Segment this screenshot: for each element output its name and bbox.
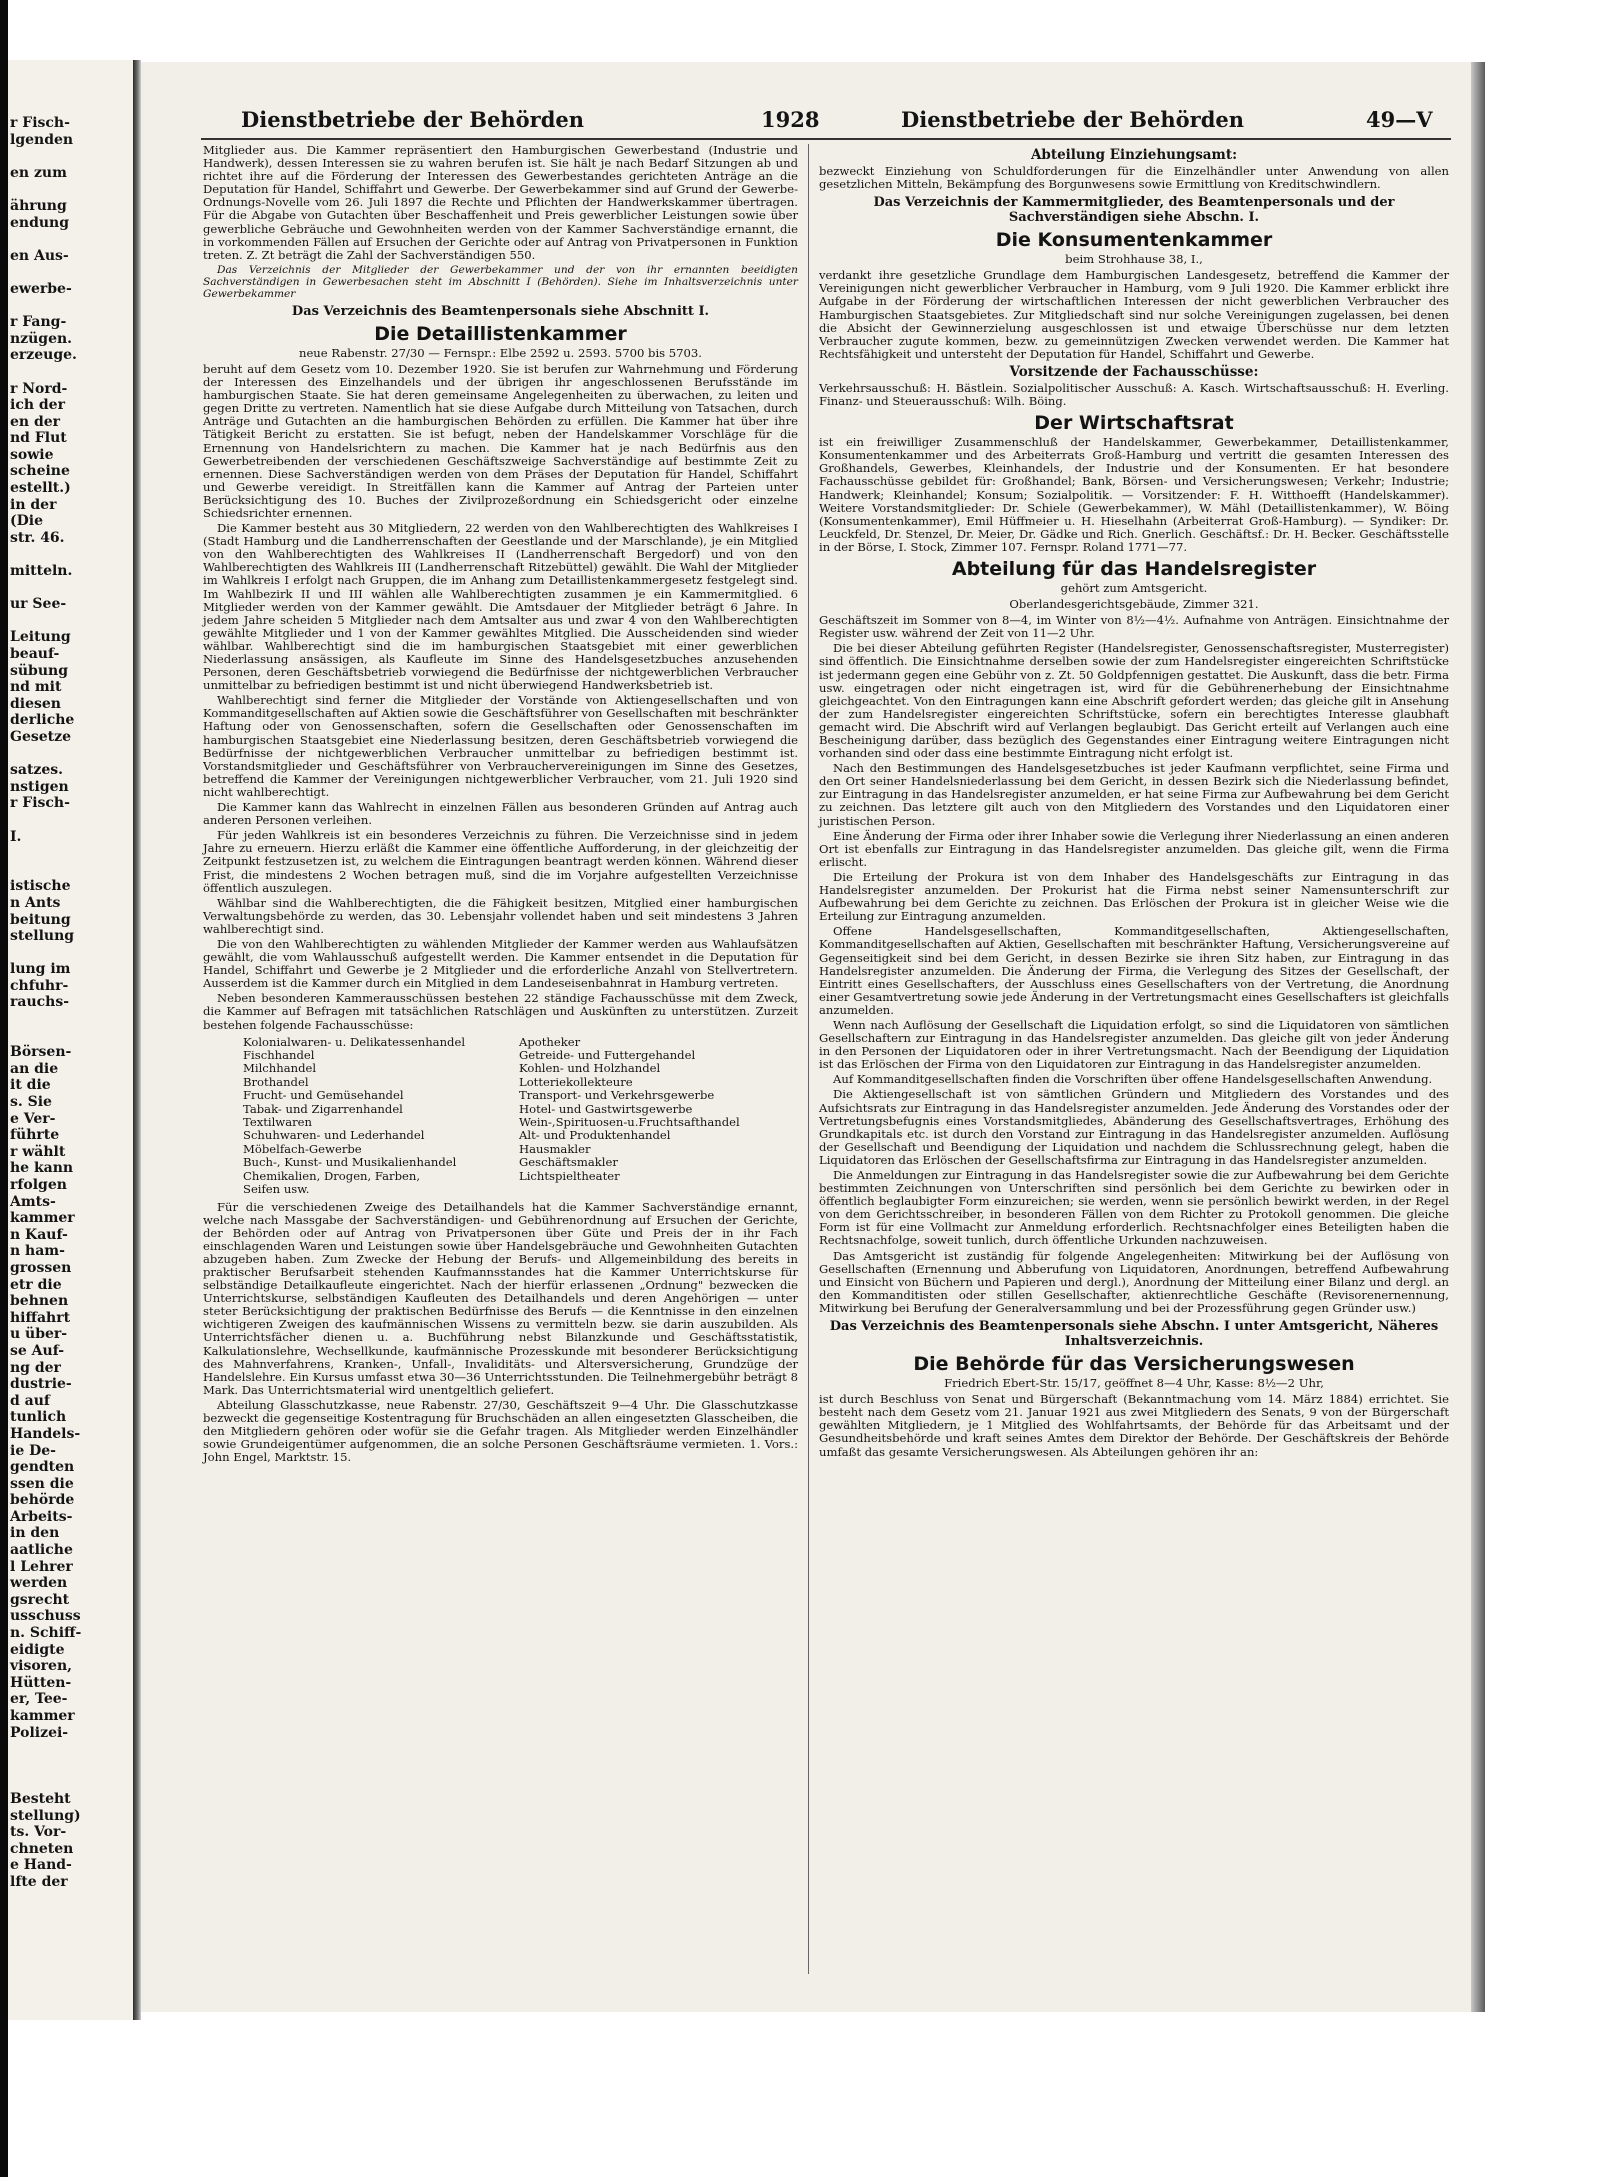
previous-page-line: d auf	[10, 1392, 50, 1409]
committee-item: Tabak- und Zigarrenhandel	[243, 1101, 403, 1116]
committee-item: Schuhwaren- und Lederhandel	[243, 1128, 425, 1143]
previous-page-line: ie De-	[10, 1442, 56, 1459]
previous-page-line: gendten	[10, 1459, 75, 1476]
previous-page-line: r wählt	[10, 1143, 66, 1160]
handelsregister-paragraph: Auf Kommanditgesellschaften finden die Vorschriften über offene Handelsgesellschaften Anwendung.	[833, 1072, 1433, 1087]
committee-list-left	[243, 1036, 503, 1197]
previous-page-line: str. 46.	[10, 529, 65, 546]
previous-page-line: tunlich	[10, 1409, 67, 1426]
previous-page-line	[10, 845, 133, 862]
running-header	[201, 107, 1451, 137]
previous-page-line: Handels-	[10, 1425, 81, 1442]
previous-page-line: sowie	[10, 446, 54, 463]
header-rule	[201, 138, 1451, 140]
gewerbekammer-note: Das Verzeichnis der Mitglieder der Gewerbekammer und der von ihr ernannten beeidigten Sachverständigen in Gewerbesachen steht im Abschnitt I (Behörden). Siehe im Inhaltsverzeichnis unter Gewerbekammer	[203, 263, 798, 300]
right-column	[819, 144, 1449, 1461]
detaillistenkammer-address: neue Rabenstr. 27/30 — Fernspr.: Elbe 2592 u. 2593. 5700 bis 5703.	[298, 345, 702, 360]
detail-paragraph: Die Kammer besteht aus 30 Mitgliedern, 22 werden von den Wahlberechtigten des Wahlkreises I (Stadt Hamburg und die Landherrenschaften der Geestlande und der Marschlande), je ein Mitglied von den Wahlberechtigten des Wahlkreises II (Landherrenschaft Bergedorf) und von den Wahlberechtigten des Wahlkreis III (Landherrenschaft Ritzebüttel) gewählt. Die Wahl der Mitglieder im Wahlkreis I erfolgt nach Gruppen, die im Anhang zum Detaillistenkammergesetz festgelegt sind. Im Wahlbezirk II und III wählen alle Wahlberechtigten zusammen je ein Kammermitglied. 6 Mitglieder werden von der Kammer gewählt. Die Amtsdauer der Mitglieder beträgt 6 Jahre. In jedem Jahre scheiden 5 Mitglieder nach dem Amtsalter aus und zwar 4 von den Wahlberechtigten gewählte Mitglieder und 1 von der Kammer gewähltes Mitglied. Die Ausscheidenden sind wieder wählbar. Wahlberechtigt sind die im hamburgischen Staatsgebiet mit einer gewerblichen Niederlassung ansässigen, als Kaufleute im Sinne des Handelsgesetzbuches anzusehenden Personen, deren Geschäftsbetrieb vorwiegend die Bedürfnisse der nichtgewerblichen Verbraucher unmittelbar zu befriedigen bestimmt ist und nicht überwiegend Handwerksbetrieb ist.	[203, 521, 798, 693]
previous-page-line	[10, 613, 133, 630]
previous-page-line: kammer	[10, 1210, 75, 1227]
previous-page-line: hiffahrt	[10, 1309, 71, 1326]
previous-page-line: stellung	[10, 928, 75, 945]
detail-paragraph: Die von den Wahlberechtigten zu wählenden Mitglieder der Kammer werden aus Wahlaufsätzen gewählt, die vom Wahlausschuß aufgestellt werden. Die Kammer entsendet in die Deputation für Handel, Schiffahrt und Gewerbe je 2 Mitglieder und die erforderliche Anzahl von Stellvertretern. Ausserdem ist die Kammer durch ein Mitglied in dem Landeseisenbahnrat in Hamburg vertreten.	[203, 936, 798, 991]
previous-page-line: chneten	[10, 1840, 74, 1857]
previous-page-line: r Fisch-	[10, 115, 70, 131]
detail-paragraph: Für die verschiedenen Zweige des Detailhandels hat die Kammer Sachverständige ernannt, welche nach Massgabe der Sachverständigen- und Gebührenordnung auf Ersuchen der Gerichte, der Behörden oder auf Antrag von Privatpersonen über Güte und Preis der in ihr Fach einschlagenden Waren und Leistungen sowie über Handelsgebräuche und Gewohnheiten Gutachten abzugeben haben. Zum Zwecke der Hebung der Berufs- und Allgemeinbildung des bereits in praktischer Berufsarbeit stehenden Kaufmannsstandes hat die Kammer Unterrichtskurse für selbständige Detailkaufleute eingerichtet. Nach der hierfür erlassenen „Ordnung" bezwecken die Unterrichtskurse, selbständigen Kaufleuten des Detailhandels und deren Angehörigen — unter steter Berücksichtigung der praktischen Bedürfnisse des Berufs — die Kenntnisse in den einzelnen wichtigeren Zweigen des kaufmännischen Wissens zu vermitteln bezw. sie darin auszubilden. Als Unterrichtsfächer dienen u. a. Buchführung nebst Bilanzkunde und Geschäftsstatistik, Kalkulationslehre, Wechsellkunde, kaufmännische Prozesskunde mit besonderer Berücksichtigung des Mahnverfahrens, Kranken-, Unfall-, Invaliditäts- und Altersversicherung, Grundzüge der Handelslehre. Ein Kursus umfasst etwa 30—36 Unterrichtsstunden. Die Teilnehmergebühr beträgt 8 Mark. Das Unterrichtsmaterial wird unentgeltlich geliefert.	[203, 1199, 798, 1397]
previous-page-line: lfte der	[10, 1873, 68, 1890]
konsumentenkammer-text: verdankt ihre gesetzliche Grundlage dem Hamburgischen Landesgesetz, betreffend die Kammer der Vereinigungen nicht gewerblicher Verbraucher in Hamburg, vom 9 Juli 1920. Die Kammer erblickt ihre Aufgabe in der Förderung der wirtschaftlichen Interessen der nicht gewerblichen Verbraucher des Hamburgischen Staatsgebietes. Zur Mitgliedschaft sind nur solche Vereinigungen zugelassen, bei denen die Absicht der Gewinnerzielung ausgeschlossen ist und etwaige Überschüsse nur dem letzten Verbraucher zugute kommen, bezw. zu gemeinnützigen Zwecken verwendet werden. Die Kammer hat Rechtsfähigkeit und untersteht der Deputation für Handel, Schiffahrt und Gewerbe.	[819, 268, 1449, 361]
previous-page-line: Besteht	[10, 1790, 71, 1807]
handelsregister-paragraph: Die Erteilung der Prokura ist von dem Inhaber des Handelsgeschäfts zur Eintragung in das Handelsregister anzumelden. Der Prokurist hat die Firma nebst seiner Namensunterschrift zur Aufbewahrung bei dem Gerichte zu zeichnen. Das Erlöschen der Prokura ist in gleicher Weise wie die Erteilung zur Eintragung anzumelden.	[819, 869, 1449, 924]
previous-page-line: nd Flut	[10, 430, 67, 447]
committee-item: Frucht- und Gemüsehandel	[243, 1088, 404, 1103]
committee-item: Hausmakler	[519, 1141, 591, 1156]
committee-item: Lichtspieltheater	[519, 1168, 620, 1183]
committee-item: Getreide- und Futtergehandel	[519, 1048, 696, 1063]
handelsregister-paragraph: Das Amtsgericht ist zuständig für folgende Angelegenheiten: Mitwirkung bei der Auflösung von Gesellschaften (Ernennung und Abberufung von Liquidatoren, Anordnungen, betreffend Aufbewahrung und Einsicht von Büchern und Papieren und dergl.), Anordnung der Mitteilung einer Bilanz und dergl. an den Kommanditisten oder stillen Gesellschafter, aktienrechtliche Geschäfte (Revisorenernennung, Mitwirkung bei Berufung der Generalversammlung und bei der Prozessführung gegen Gründer usw.)	[819, 1248, 1449, 1315]
previous-page-fragment	[8, 60, 133, 2020]
previous-page-line: satzes.	[10, 762, 64, 779]
header-year: 1928	[761, 107, 820, 132]
previous-page-line: istische	[10, 878, 71, 895]
previous-page-line: etr die	[10, 1276, 62, 1293]
committee-item: Buch-, Kunst- und Musikalienhandel	[243, 1155, 457, 1170]
detail-paragraph: Wählbar sind die Wahlberechtigten, die die Fähigkeit besitzen, Mitglied einer hamburgischen Verwaltungsbehörde zu werden, das 30. Lebensjahr vollendet haben und seit mindestens 3 Jahren wahlberechtigt sind.	[203, 895, 798, 936]
previous-page-line	[10, 862, 133, 879]
previous-page-line: behnen	[10, 1293, 69, 1310]
previous-page-line	[10, 181, 133, 198]
detail-paragraph: beruht auf dem Gesetz vom 10. Dezember 1920. Sie ist berufen zur Wahrnehmung und Förderung der Interessen des Einzelhandels und der übrigen ihr angeschlossenen Berufsstände im hamburgischen Staate. Sie hat deren gemeinsame Angelegenheiten zu überwachen, zu leiten und gegen Dritte zu vertreten. Namentlich hat sie diese Aufgabe durch Mitteilung von Tatsachen, durch Anträge und Gutachten an die hamburgischen Behörden zu erfüllen. Die Kammer hat über ihre Tätigkeit Bericht zu erstatten. Sie ist befugt, neben der Handelskammer Vorschläge für die Ernennung von Handelsrichtern zu machen. Die Kammer hat je nach Bedürfnis aus den Gewerbetreibenden der verschiedenen Geschäftszweige Sachverständige auf bestimmte Zeit zu ernennen. Diese Sachverständigen werden von dem Präses der Deputation für Handel, Schiffahrt und Gewerbe vereidigt. In Streitfällen kann die Kammer auf Antrag der Parteien unter Berücksichtigung des 10. Buches der Zivilprozeßordnung ein Schiedsgericht oder einzelne Schiedsrichter ernennen.	[203, 361, 798, 520]
previous-page-line	[10, 945, 133, 962]
previous-page-line: ts. Vor-	[10, 1824, 67, 1841]
committee-item: Milchhandel	[243, 1061, 317, 1076]
previous-page-line: n Ants	[10, 894, 61, 911]
previous-page-line: behörde	[10, 1492, 75, 1509]
committee-item: Chemikalien, Drogen, Farben,	[243, 1168, 421, 1183]
previous-page-line: r Fisch-	[10, 795, 70, 812]
previous-page-line: l Lehrer	[10, 1558, 73, 1575]
handelsregister-paragraph: Die Aktiengesellschaft ist von sämtlichen Gründern und Mitgliedern des Vorstandes und des Aufsichtsrats zur Eintragung in das Handelsregister anzumelden. Jede Änderung des Vorstandes oder der Vertretungsbefugnis eines Vorstandsmitgliedes, Abänderung des Gesellschaftsvertrages, Erhöhung des Grundkapitals etc. ist durch den Vorstand zur Eintragung in das Handelsregister anzumelden. Auflösung der Gesellschaft und Beendigung der Liquidation und nachdem die Schlussrechnung gelegt, haben die Liquidatoren das Erlöschen der Gesellschaftsfirma zur Eintragung in das Handelsregister anzumelden.	[819, 1087, 1449, 1167]
previous-page-line: aatliche	[10, 1542, 73, 1559]
previous-page-line	[10, 1741, 133, 1758]
previous-page-line: stellung)	[10, 1807, 81, 1824]
previous-page-line: se Auf-	[10, 1342, 65, 1359]
previous-page-line: in der	[10, 496, 57, 513]
left-column	[203, 144, 798, 1466]
previous-page-line	[10, 1774, 133, 1791]
previous-page-line: rauchs-	[10, 994, 70, 1011]
previous-page-line	[10, 264, 133, 281]
previous-page-line: u über-	[10, 1326, 68, 1343]
scan-border-right	[1471, 62, 1485, 2012]
previous-page-line: er, Tee-	[10, 1691, 68, 1708]
previous-page-line	[10, 364, 133, 381]
konsumentenkammer-heading: Die Konsumentenkammer	[995, 229, 1273, 252]
previous-page-line: it die	[10, 1077, 51, 1094]
previous-page-line: nd mit	[10, 679, 62, 696]
previous-page-line: n Kauf-	[10, 1226, 68, 1243]
handelsregister-address-1: gehört zum Amtsgericht.	[1060, 580, 1208, 595]
wirtschaftsrat-heading: Der Wirtschaftsrat	[1034, 412, 1234, 435]
previous-page-line: endung	[10, 214, 70, 231]
chairs-heading: Vorsitzende der Fachausschüsse:	[1009, 363, 1259, 380]
committee-item: Geschäftsmakler	[519, 1155, 618, 1170]
header-right-title: Dienstbetriebe der Behörden	[901, 107, 1245, 132]
previous-page-line: mitteln.	[10, 563, 73, 580]
kammer-staff-note: Das Verzeichnis der Kammermitglieder, des Beamtenpersonals und der Sachverständigen siehe Abschn. I.	[873, 195, 1395, 226]
wirtschaftsrat-text: ist ein freiwilliger Zusammenschluß der Handelskammer, Gewerbekammer, Detaillistenkammer, Konsumentenkammer und des Arbeiterrats Groß-Hamburg und vertritt die gesamten Interessen des Großhandels, Gewerbes, Kleinhandels, der Industrie und der Konsumenten. Er hat besondere Fachausschüsse gebildet für: Großhandel; Bank, Börsen- und Versicherungswesen; Verkehr; Industrie; Handwerk; Kleinhandel; Konsum; Sozialpolitik. — Vorsitzender: F. H. Witthoefft (Handelskammer). Weitere Vorstandsmitglieder: Dr. Schiele (Gewerbekammer), W. Mähl (Detaillistenkammer), W. Böing (Konsumentenkammer), Emil Hüffmeier u. H. Hieselhahn (Arbeiterrat Groß-Hamburg). — Syndiker: Dr. Leuckfeld, Dr. Stenzel, Dr. Meier, Dr. Gädke und Rich. Gnerlich. Geschäftsf.: Dr. H. Becker. Geschäftsstelle in der Börse, I. Stock, Zimmer 107. Fernspr. Roland 1771—77.	[819, 435, 1449, 554]
staff-note: Das Verzeichnis des Beamtenpersonals siehe Abschnitt I.	[291, 303, 710, 319]
previous-page-line: n. Schiff-	[10, 1625, 82, 1642]
previous-page-line: I.	[10, 828, 22, 845]
previous-page-line: sübung	[10, 662, 68, 679]
previous-page-line: beitung	[10, 911, 71, 928]
previous-page-line	[10, 298, 133, 315]
amtsgericht-staff-note: Das Verzeichnis des Beamtenpersonals siehe Abschn. I unter Amtsgericht, Näheres Inhaltsverzeichnis.	[829, 1319, 1439, 1350]
previous-page-line	[10, 546, 133, 563]
scan-border-left	[0, 0, 8, 2177]
previous-page-line	[10, 812, 133, 829]
detaillistenkammer-heading: Die Detaillistenkammer	[374, 322, 627, 345]
previous-page-line: führte	[10, 1127, 60, 1144]
previous-page-line	[10, 1011, 133, 1028]
previous-page-line: s. Sie	[10, 1094, 52, 1111]
document-page	[141, 62, 1471, 2012]
previous-page-line: nzügen.	[10, 330, 73, 347]
handelsregister-heading: Abteilung für das Handelsregister	[951, 557, 1317, 580]
previous-page-line: he kann	[10, 1160, 74, 1177]
previous-page-line: gsrecht	[10, 1591, 70, 1608]
previous-page-line	[10, 580, 133, 597]
previous-page-line: Polizei-	[10, 1724, 69, 1741]
previous-page-text	[8, 60, 133, 1891]
previous-page-line: en Aus-	[10, 247, 69, 264]
versicherungswesen-heading: Die Behörde für das Versicherungswesen	[913, 1353, 1355, 1376]
previous-page-line	[10, 1758, 133, 1775]
previous-page-line: ng der	[10, 1359, 61, 1376]
handelsregister-paragraph: Nach den Bestimmungen des Handelsgesetzbuches ist jeder Kaufmann verpflichtet, seine Firma und den Ort seiner Handelsniederlassung bei dem Gericht, in dessen Bezirk sich die Niederlassung befindet, zur Eintragung in das Handelsregister anzumelden, er hat seine Firma zur Aufbewahrung bei dem Gericht zu zeichnen. Das letztere gilt auch von den Mitgliedern des Vorstandes und den Liquidatoren einer juristischen Person.	[819, 761, 1449, 828]
committee-list	[243, 1036, 798, 1197]
previous-page-line: Arbeits-	[10, 1508, 73, 1525]
committee-item: Wein-,Spirituosen-u.Fruchtsafthandel	[519, 1115, 740, 1130]
header-left-title: Dienstbetriebe der Behörden	[241, 107, 585, 132]
previous-page-line: grossen	[10, 1259, 72, 1276]
previous-page-line	[10, 148, 133, 165]
previous-page-line: diesen	[10, 695, 61, 712]
previous-page-line: ich der	[10, 397, 65, 414]
previous-page-line: estellt.)	[10, 480, 71, 497]
einziehungsamt-text: bezweckt Einziehung von Schuldforderungen für die Einzelhändler unter Anwendung von allen gesetzlichen Mitteln, Bekämpfung des Borgunwesens sowie Ermittlung von Kreditschwindlern.	[819, 164, 1449, 192]
previous-page-line: r Nord-	[10, 380, 68, 397]
committee-item: Möbelfach-Gewerbe	[243, 1141, 362, 1156]
committee-item: Brothandel	[243, 1074, 309, 1089]
previous-page-line: ur See-	[10, 596, 67, 613]
previous-page-line: kammer	[10, 1708, 75, 1724]
handelsregister-paragraph: Offene Handelsgesellschaften, Kommanditgesellschaften, Aktiengesellschaften, Kommanditgesellschaften auf Aktien, Gesellschaften mit beschränkter Haftung, Versicherungsvereine auf Gegenseitigkeit sind bei dem Gericht, in dessen Bezirke sie ihren Sitz haben, zur Eintragung in das Handelsregister anzumelden. Die Änderung der Firma, die Verlegung des Sitzes der Gesellschaft, der Eintritt eines Gesellschafters, der Ausschluss eines Gesellschafters von der Vertretung, die Anordnung einer Gesamtvertretung sowie jede Änderung in der Vertretungsmacht eines Gesellschafters ist gleichfalls anzumelden.	[819, 924, 1449, 1017]
previous-page-line	[10, 746, 133, 763]
previous-page-line	[10, 231, 133, 248]
previous-page-line: Hütten-	[10, 1674, 72, 1691]
previous-page-line: derliche	[10, 712, 75, 729]
previous-page-line: beauf-	[10, 646, 60, 662]
committee-item: Transport- und Verkehrsgewerbe	[519, 1088, 715, 1103]
detail-paragraph: Für jeden Wahlkreis ist ein besonderes Verzeichnis zu führen. Die Verzeichnisse sind in jedem Jahre zu erneuern. Hierzu erläßt die Kammer eine öffentliche Aufforderung, in der gleichzeitig der Zeitpunkt festzusetzen ist, zu welchem die Eintragungen beantragt werden können. Während dieser Frist, die mindestens 2 Wochen betragen muß, sind die im Vorjahre aufgestellten Verzeichnisse öffentlich auszulegen.	[203, 828, 798, 895]
previous-page-line: ährung	[10, 197, 67, 214]
committee-item: Textilwaren	[243, 1115, 313, 1130]
detail-paragraph: Neben besonderen Kammerausschüssen bestehen 22 ständige Fachausschüsse mit dem Zweck, die Kammer auf Befragen mit tatsächlichen Ratschlägen und Auskünften zu unterstützen. Zurzeit bestehen folgende Fachausschüsse:	[203, 991, 798, 1032]
previous-page-line: usschuss	[10, 1608, 81, 1625]
previous-page-line: erzeuge.	[10, 347, 77, 364]
column-divider	[808, 144, 809, 1974]
previous-page-line: nstigen	[10, 778, 69, 795]
previous-page-line: chfuhr-	[10, 977, 69, 994]
committee-item: Kohlen- und Holzhandel	[519, 1061, 661, 1076]
detail-paragraph: Die Kammer kann das Wahlrecht in einzelnen Fällen aus besonderen Gründen auf Antrag auch anderen Personen verleihen.	[203, 800, 798, 828]
handelsregister-address-2: Oberlandesgerichtsgebäude, Zimmer 321.	[1009, 597, 1259, 612]
versicherungswesen-address: Friedrich Ebert-Str. 15/17, geöffnet 8—4 Uhr, Kasse: 8½—2 Uhr,	[944, 1376, 1324, 1391]
committee-item: Alt- und Produktenhandel	[519, 1128, 671, 1143]
previous-page-line: lung im	[10, 961, 71, 978]
previous-page-line: visoren,	[10, 1658, 73, 1675]
versicherungswesen-text: ist durch Beschluss von Senat und Bürgerschaft (Bekanntmachung vom 14. März 1884) errichtet. Sie besteht nach dem Gesetz vom 21. Januar 1921 aus zwei Mitgliedern des Senats, 9 von der Bürgerschaft gewählten Mitgliedern, je 1 Mitglied des Wohlfahrtsamts, der Behörde für das Arbeitsamt und der Gesundheitsbehörde und kraft seines Amtes dem Direktor der Behörde. Der Geschäftskreis der Behörde umfaßt das gesamte Versicherungswesen. Als Abteilungen gehören ihr an:	[819, 1392, 1449, 1459]
committee-item: Hotel- und Gastwirtsgewerbe	[519, 1101, 693, 1116]
handelsregister-paragraph: Eine Änderung der Firma oder ihrer Inhaber sowie die Verlegung ihrer Niederlassung an einen anderen Ort ist ebenfalls zur Eintragung in das Handelsregister anzumelden. Das gleiche gilt, wenn die Firma erlischt.	[819, 828, 1449, 869]
gewerbekammer-text: Mitglieder aus. Die Kammer repräsentiert den Hamburgischen Gewerbestand (Industrie und Handwerk), dessen Interessen sie zu wahren berufen ist. Sie hält je nach Bedarf Sitzungen ab und richtet ihre auf die Förderung der Interessen des Gewerbestandes gerichteten Anträge an die Deputation für Handel, Schiffahrt und Gewerbe. Der Gewerbekammer sind auf Grund der Gewerbe-Ordnungs-Novelle vom 26. Juli 1897 die Rechte und Pflichten der Handwerkskammer übertragen. Für die Abgabe von Gutachten über Beschaffenheit und Preis gewerblicher Leistungen sowie über gewerbliche Gebräuche und Gewohnheiten werden von der Kammer Sachverständige ernannt, die in vorkommenden Fällen auf Ersuchen der Gerichte oder auf Antrag von Privatpersonen in Funktion treten. Z. Zt beträgt die Zahl der Sachverständigen 550.	[203, 143, 798, 262]
previous-page-line: Gesetze	[10, 728, 71, 745]
previous-page-line: eidigte	[10, 1641, 65, 1658]
previous-page-line: dustrie-	[10, 1376, 72, 1393]
handelsregister-paragraph: Die Anmeldungen zur Eintragung in das Handelsregister sowie die zur Aufbewahrung bei dem Gerichte bestimmten Zeichnungen von Unterschriften sind persönlich bei dem Gerichte zu bewirken oder in öffentlich beglaubigter Form einzureichen; sie werden, wenn sie persönlich bewirkt werden, in der Regel von dem Gerichtsschreiber, in besonderen Fällen von dem Richter zu Protokoll genommen. Die gleiche Form ist für eine Vollmacht zur Anmeldung erforderlich. Rechtsnachfolger eines Beteiligten haben die Rechtsnachfolge, soweit tunlich, durch öffentliche Urkunden nachzuweisen.	[819, 1168, 1449, 1248]
previous-page-line: en der	[10, 413, 61, 430]
previous-page-line	[10, 1028, 133, 1045]
previous-page-line: r Fang-	[10, 314, 67, 331]
glasschutzkasse-paragraph: Abteilung Glasschutzkasse, neue Rabenstr. 27/30, Geschäftszeit 9—4 Uhr. Die Glasschutzkasse bezweckt die gegenseitige Kostentragung für Bruchschäden an allen eingesetzten Glasscheiben, die den Mitgliedern gehören oder wofür sie die Gefahr tragen. Als Mitglieder werden Einzelhändler sowie Grundeigentümer aufgenommen, die an solche Personen Geschäftsräume vermieten. 1. Vors.: John Engel, Marktstr. 15.	[203, 1397, 798, 1465]
committee-item: Kolonialwaren- u. Delikatessenhandel	[243, 1034, 466, 1049]
handelsregister-hours: Geschäftszeit im Sommer von 8—4, im Winter von 8½—4½. Aufnahme von Anträgen. Einsichtnahme der Register usw. während der Zeit von 11—2 Uhr.	[819, 613, 1449, 641]
committee-list-right	[519, 1036, 779, 1197]
previous-page-line: scheine	[10, 463, 70, 480]
previous-page-line: in den	[10, 1525, 60, 1542]
handelsregister-paragraph: Die bei dieser Abteilung geführten Register (Handelsregister, Genossenschaftsregister, Musterregister) sind öffentlich. Die Einsichtnahme derselben sowie der zum Handelsregister eingereichten Schriftstücke ist jedermann gegen eine Gebühr von z. Zt. 50 Goldpfennigen gestattet. Die Auskunft, dass die betr. Firma usw. eingetragen oder nicht eingetragen ist, wird für die Gebührenerhebung der Einsichtnahme gleichgeachtet. Von den Eintragungen kann eine Abschrift gefordert werden; das gleiche gilt in Ansehung der zum Handelsregister eingereichten Schriftstücke, sofern ein berechtigtes Interesse glaubhaft gemacht wird. Die Abschrift wird auf Verlangen beglaubigt. Das Gericht erteilt auf Verlangen auch eine Bescheinigung darüber, dass bezüglich des Gegenstandes einer Eintragung weitere Eintragungen nicht vorhanden sind oder dass eine bestimmte Eintragung nicht erfolgt ist.	[819, 641, 1449, 761]
detail-paragraph: Wahlberechtigt sind ferner die Mitglieder der Vorstände von Aktiengesellschaften und von Kommanditgesellschaften auf Aktien sowie die Geschäftsführer von Gesellschaften mit beschränkter Haftung oder von Genossenschaften, sofern die Gesellschaften oder Genossenschaften im hamburgischen Staatsgebiet eine Niederlassung besitzen, deren Geschäftsbetrieb vorwiegend die Bedürfnisse der nichtgewerblichen Verbraucher unmittelbar zu befriedigen bestimmt ist. Vorstandsmitglieder und Geschäftsführer von Verbrauchervereinigungen im Sinne des Gesetzes, betreffend die Kammer der Vereinigungen nichtgewerblicher Verbraucher, vom 21. Juli 1920 sind nicht wahlberechtigt.	[203, 693, 798, 799]
previous-page-line: n ham-	[10, 1243, 65, 1260]
previous-page-line: ewerbe-	[10, 280, 72, 297]
handelsregister-paragraph: Wenn nach Auflösung der Gesellschaft die Liquidation erfolgt, so sind die Liquidatoren von sämtlichen Gesellschaftern zur Eintragung in das Handelsregister anzumelden. Das gleiche gilt von jeder Änderung in den Personen der Liquidatoren oder in ihrer Vertretungsmacht. Nach der Beendigung der Liquidation ist das Erlöschen der Firma von den Liquidatoren zur Eintragung in das Handelsregister anzumelden.	[819, 1017, 1449, 1072]
book-gutter	[133, 60, 141, 2020]
header-page-number: 49—V	[1366, 107, 1433, 132]
previous-page-line: e Ver-	[10, 1110, 56, 1127]
committee-item: Apotheker	[519, 1034, 581, 1049]
chairs-text: Verkehrsausschuß: H. Bästlein. Sozialpolitischer Ausschuß: A. Kasch. Wirtschaftsausschuß: H. Everling. Finanz- und Steuerausschuß: Wilh. Böing.	[819, 380, 1449, 409]
previous-page-line: rfolgen	[10, 1177, 67, 1193]
committee-item: Lotteriekollekteure	[519, 1074, 633, 1089]
previous-page-line: ssen die	[10, 1475, 74, 1492]
previous-page-line: lgenden	[10, 131, 74, 148]
committee-item: Fischhandel	[243, 1048, 315, 1063]
previous-page-line: e Hand-	[10, 1857, 72, 1874]
committee-item: Seifen usw.	[243, 1182, 310, 1197]
previous-page-line: Leitung	[10, 629, 71, 646]
previous-page-line: werden	[10, 1575, 68, 1592]
konsumentenkammer-address: beim Strohhause 38, I.,	[1065, 252, 1203, 267]
previous-page-line: Börsen-	[10, 1044, 72, 1061]
previous-page-line: (Die	[10, 513, 43, 530]
previous-page-line: an die	[10, 1060, 59, 1077]
previous-page-line: en zum	[10, 164, 67, 181]
previous-page-line: Amts-	[10, 1193, 56, 1210]
einziehungsamt-heading: Abteilung Einziehungsamt:	[1030, 147, 1238, 163]
